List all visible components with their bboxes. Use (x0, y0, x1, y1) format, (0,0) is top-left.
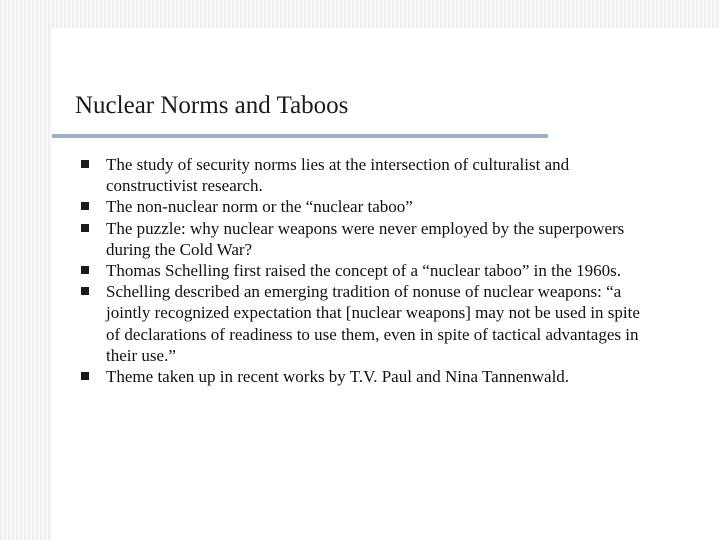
bullet-text: The study of security norms lies at the intersection of culturalist and constructivist research. (106, 155, 570, 196)
title-underline-rule (52, 134, 548, 138)
square-bullet-icon (81, 372, 89, 380)
bullet-item (81, 260, 651, 281)
bullet-text: Theme taken up in recent works by T.V. Paul and Nina Tannenwald. (106, 367, 570, 387)
bullet-item (81, 218, 651, 260)
square-bullet-icon (81, 287, 89, 295)
square-bullet-icon (81, 224, 89, 232)
bullet-item (81, 366, 651, 387)
bullet-item (81, 281, 651, 366)
slide-title: Nuclear Norms and Taboos (75, 92, 349, 119)
bullet-item (81, 154, 651, 196)
square-bullet-icon (81, 266, 89, 274)
bullet-list (81, 154, 651, 387)
bullet-text: The puzzle: why nuclear weapons were never employed by the superpowers during the Cold War? (106, 218, 625, 259)
bullet-item (81, 196, 651, 217)
bullet-text: The non-nuclear norm or the “nuclear taboo” (106, 197, 413, 217)
bullet-text: Schelling described an emerging tradition of nonuse of nuclear weapons: “a jointly recognized expectation that [nuclear weapons] may not be used in spite of declarations of readiness to use them, even in spite of tactical advantages in their use.” (106, 282, 640, 365)
square-bullet-icon (81, 160, 89, 168)
bullet-text: Thomas Schelling first raised the concept of a “nuclear taboo” in the 1960s. (106, 261, 622, 281)
square-bullet-icon (81, 202, 89, 210)
